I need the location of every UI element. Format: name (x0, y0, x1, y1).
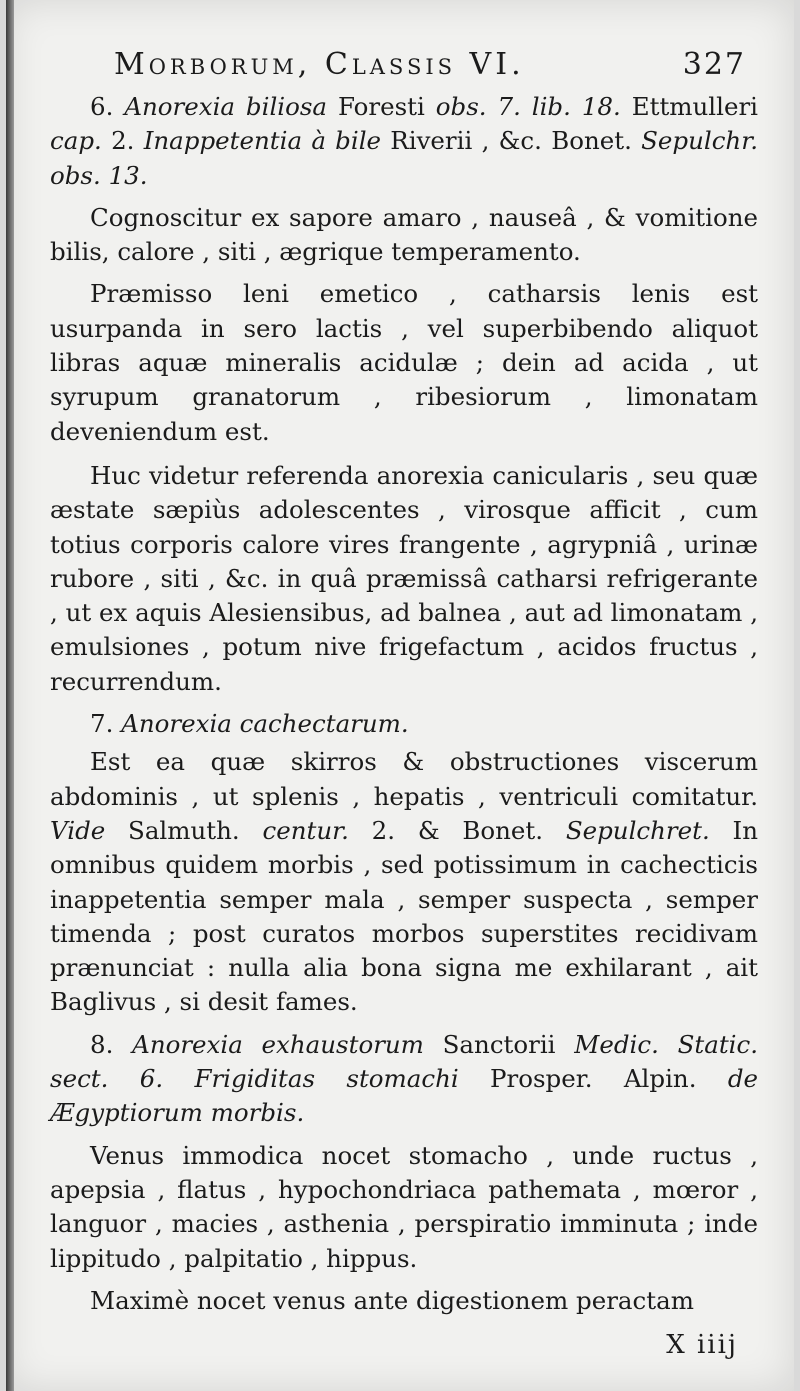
signature-mark: X iiij (666, 1330, 738, 1360)
section-8-heading (50, 1028, 758, 1131)
paragraph-digestion: Maximè nocet venus ante digestionem peractam (90, 1285, 694, 1315)
citation: Ettmulleri (620, 92, 759, 121)
citation: Medic. Static. sect. 6. Frigiditas stomachi (50, 1029, 759, 1094)
section-title: Anorexia exhaustorum (132, 1029, 424, 1059)
paragraph-venus: Venus immodica nocet stomacho , unde ructus , apepsia , flatus , hypochondriaca pathemata , mœror , languor , macies , asthenia , perspiratio imminuta ; inde lippitudo , palpitatio , hippus. (50, 1140, 758, 1273)
paragraph-cachexia (50, 745, 758, 1019)
synonym: Inappetentia à bile (143, 126, 382, 156)
citation: obs. 7. lib. 18. (435, 92, 621, 121)
paragraph-canicular: Huc videtur referenda anorexia canicularis , seu quæ æstate sæpiùs adolescentes , virosque afficit , cum totius corporis calore vires frangente , agrypniâ , urinæ rubore , siti , &c. in quâ præmissâ catharsi refrigerante , ut ex aquis Alesiensibus, ad balnea , aut ad limonatam , emulsiones , potum nive frigefactum , acidos fructus , recurrendum. (50, 460, 758, 696)
text-run: In omnibus quidem morbis , sed potissimum in cachecticis inappetentia semper mala , semper suspecta , semper timenda ; post curatos morbos superstites recidivam prænunciat : nulla alia bona signa me exhilarant , ait Baglivus , si desit fames. (50, 815, 758, 1017)
citation: de Ægyptiorum morbis. (50, 1064, 758, 1128)
section-number: 6. (90, 92, 114, 121)
text-run: centur. (262, 815, 349, 845)
running-header (50, 44, 758, 90)
page-number: 327 (682, 47, 746, 82)
section-6-heading (50, 90, 758, 193)
text-run: Salmuth. (105, 815, 263, 845)
citation: Sanctorii (423, 1029, 575, 1059)
paragraph-treatment: Præmisso leni emetico , catharsis lenis est usurpanda in sero lactis , vel superbibendo aliquot libras aquæ mineralis acidulæ ; dein ad acida , ut syrupum granatorum , ribesiorum , limonatam deveniendum est. (50, 279, 758, 446)
page-text (50, 44, 758, 1328)
paragraph-diagnosis: Cognoscitur ex sapore amaro , nauseâ , & vomitione bilis, calore , siti , ægrique temperamento. (50, 202, 758, 267)
citation: 2. (101, 126, 144, 156)
citation: Prosper. Alpin. (458, 1064, 728, 1094)
citation: cap. (50, 126, 102, 156)
citation: Foresti (327, 92, 436, 121)
citation: Sepulchr. obs. 13. (50, 126, 759, 190)
binding-gutter (6, 0, 14, 1391)
section-title: Anorexia biliosa (124, 92, 328, 121)
text-run: Sepulchret. (565, 815, 710, 845)
text-run: Vide (50, 815, 106, 845)
text-run: 2. & Bonet. (348, 815, 566, 845)
section-number: 8. (90, 1029, 114, 1059)
section-number: 7. (90, 709, 114, 739)
citation: Riverii , &c. Bonet. (381, 126, 642, 156)
running-title: Morborum, Classis VI. (114, 47, 525, 82)
book-page (6, 0, 794, 1391)
text-run: Est ea quæ skirros & obstructiones viscerum abdominis , ut splenis , hepatis , ventriculi comitatur. (50, 747, 758, 811)
section-title: Anorexia cachectarum. (121, 709, 409, 739)
section-7-heading (50, 707, 758, 741)
